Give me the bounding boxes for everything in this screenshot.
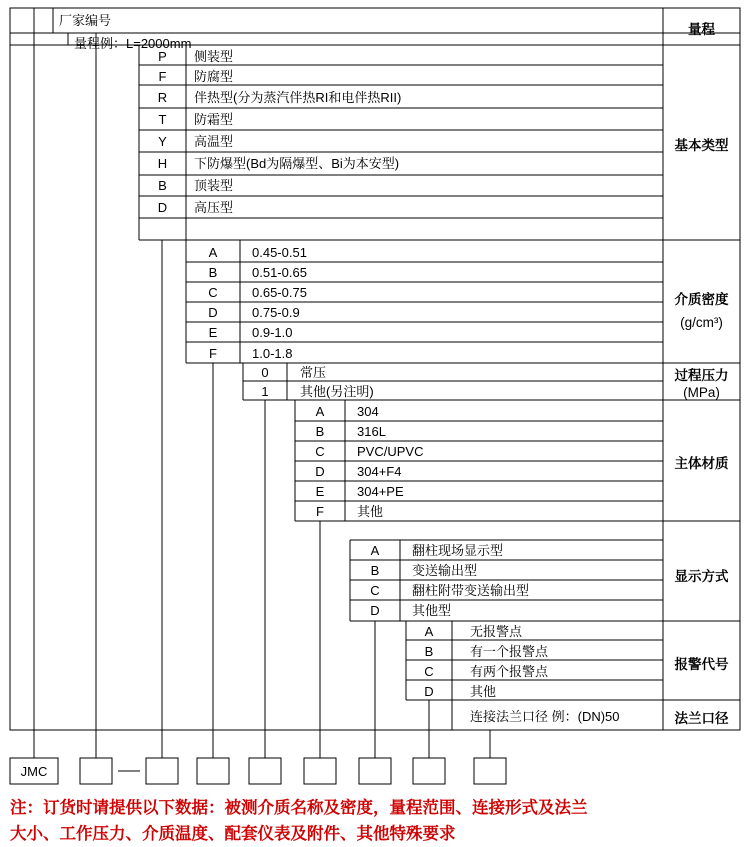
- code-basic-type-6: B: [158, 178, 167, 193]
- desc-display-mode-1: 变送输出型: [412, 563, 478, 578]
- code-basic-type-4: Y: [158, 134, 167, 149]
- code-body-material-5: F: [316, 504, 324, 519]
- desc-basic-type-3: 防霜型: [194, 112, 234, 127]
- desc-alarm-2: 有两个报警点: [470, 664, 549, 679]
- code-medium-density-0: A: [208, 245, 218, 260]
- code-medium-density-2: C: [208, 285, 218, 300]
- desc-medium-density-3: 0.75-0.9: [252, 305, 300, 320]
- order-note-line-1: 注：订货时请提供以下数据：被测介质名称及密度，量程范围、连接形式及法兰: [10, 799, 588, 817]
- right-label-range: 量程: [688, 22, 715, 37]
- desc-medium-density-4: 0.9-1.0: [252, 325, 293, 340]
- code-alarm-1: B: [424, 644, 434, 659]
- desc-display-mode-2: 翻柱附带变送输出型: [412, 583, 530, 598]
- right-label-basic-type: 基本类型: [674, 138, 729, 153]
- code-body-material-2: C: [315, 444, 325, 459]
- header-range-example: 量程例：L=2000mm: [74, 36, 192, 51]
- right-label-body-material: 主体材质: [674, 456, 729, 471]
- desc-medium-density-5: 1.0-1.8: [252, 346, 293, 361]
- desc-alarm-3: 其他: [470, 684, 497, 699]
- desc-body-material-0: 304: [357, 404, 379, 419]
- right-label-display-mode: 显示方式: [674, 569, 729, 584]
- code-basic-type-2: R: [157, 90, 168, 105]
- code-alarm-3: D: [424, 684, 434, 699]
- desc-basic-type-6: 顶装型: [194, 178, 234, 193]
- header-manufacturer-code: 厂家编号: [59, 13, 112, 28]
- desc-body-material-1: 316L: [357, 424, 386, 439]
- code-body-material-4: E: [315, 484, 325, 499]
- desc-basic-type-1: 防腐型: [194, 69, 234, 84]
- desc-basic-type-0: 侧装型: [194, 49, 234, 64]
- code-basic-type-5: H: [157, 156, 168, 171]
- code-process-pressure-1: 1: [261, 384, 269, 399]
- desc-body-material-5: 其他: [357, 504, 384, 519]
- code-display-mode-0: A: [370, 543, 380, 558]
- code-basic-type-1: F: [158, 69, 167, 84]
- code-display-mode-2: C: [370, 583, 380, 598]
- desc-alarm-1: 有一个报警点: [470, 644, 549, 659]
- desc-display-mode-3: 其他型: [412, 603, 452, 618]
- desc-flange-diameter: 连接法兰口径 例：(DN)50: [470, 709, 620, 724]
- code-medium-density-3: D: [208, 305, 218, 320]
- code-display-mode-3: D: [370, 603, 380, 618]
- desc-basic-type-7: 高压型: [194, 200, 234, 215]
- desc-display-mode-0: 翻柱现场显示型: [412, 543, 504, 558]
- code-medium-density-4: E: [208, 325, 218, 340]
- code-basic-type-7: D: [157, 200, 168, 215]
- code-alarm-2: C: [424, 664, 434, 679]
- desc-medium-density-0: 0.45-0.51: [252, 245, 307, 260]
- desc-medium-density-2: 0.65-0.75: [252, 285, 307, 300]
- code-medium-density-5: F: [209, 346, 217, 361]
- model-box-jmc: JMC: [20, 764, 48, 779]
- desc-body-material-3: 304+F4: [357, 464, 402, 479]
- desc-basic-type-2: 伴热型(分为蒸汽伴热RI和电伴热RII): [194, 90, 402, 105]
- desc-alarm-0: 无报警点: [470, 624, 523, 639]
- order-note-line-2: 大小、工作压力、介质温度、配套仪表及附件、其他特殊要求: [10, 825, 456, 843]
- code-basic-type-0: P: [158, 49, 167, 64]
- desc-medium-density-1: 0.51-0.65: [252, 265, 307, 280]
- code-medium-density-1: B: [208, 265, 218, 280]
- desc-body-material-2: PVC/UPVC: [357, 444, 424, 459]
- code-alarm-0: A: [424, 624, 434, 639]
- right-label-process-pressure: 过程压力: [674, 368, 729, 383]
- desc-process-pressure-1: 其他(另注明): [300, 384, 374, 399]
- desc-process-pressure-0: 常压: [300, 365, 327, 380]
- desc-body-material-4: 304+PE: [357, 484, 404, 499]
- right-label-medium-density: 介质密度: [674, 292, 729, 307]
- code-body-material-3: D: [315, 464, 325, 479]
- right-label-medium-density-unit: (g/cm³): [680, 315, 723, 330]
- desc-basic-type-5: 下防爆型(Bd为隔爆型、Bi为本安型): [194, 156, 400, 171]
- right-label-flange-diameter: 法兰口径: [674, 711, 729, 726]
- code-body-material-0: A: [315, 404, 325, 419]
- desc-basic-type-4: 高温型: [194, 134, 234, 149]
- code-process-pressure-0: 0: [261, 365, 269, 380]
- right-label-alarm-code: 报警代号: [674, 657, 729, 672]
- right-label-process-pressure-unit: (MPa): [683, 385, 720, 400]
- code-body-material-1: B: [315, 424, 325, 439]
- code-basic-type-3: T: [158, 112, 167, 127]
- code-display-mode-1: B: [370, 563, 380, 578]
